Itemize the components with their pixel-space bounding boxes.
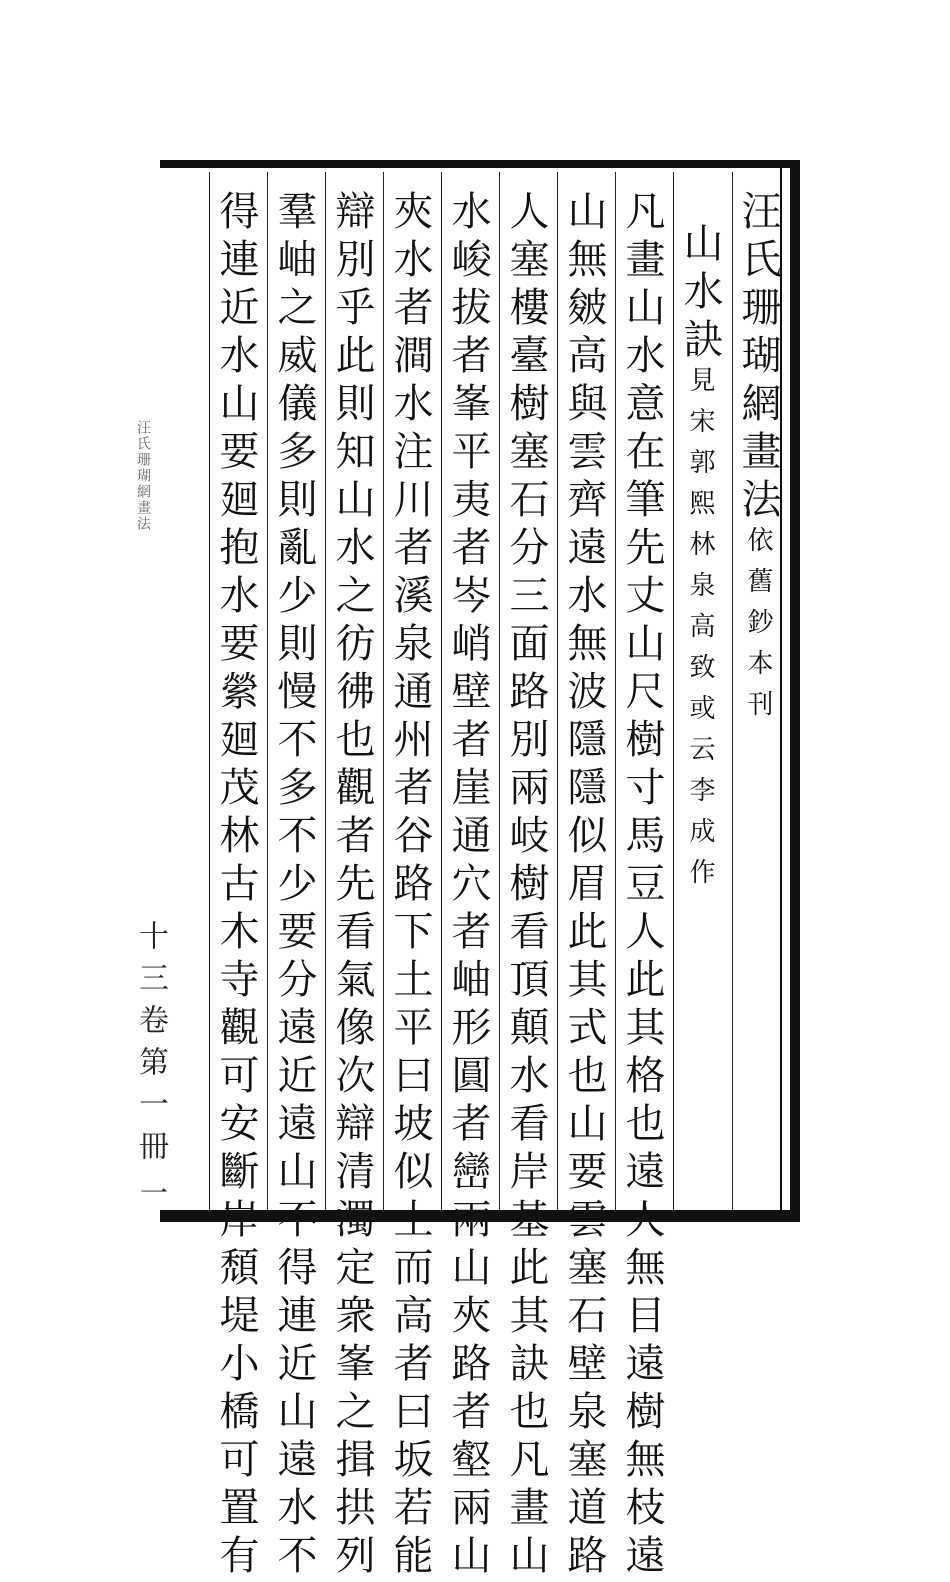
gutter-text: 汪氏珊瑚網畫法 bbox=[135, 420, 151, 532]
column-divider bbox=[557, 172, 558, 1212]
book-title-note: 依舊鈔本刊 bbox=[743, 526, 773, 731]
text-column: 辯別乎此則知山水之彷彿也觀者先看氣像次辯清濁定衆峯之揖拱列 bbox=[329, 190, 375, 1582]
book-title-column bbox=[735, 190, 781, 731]
section-title: 山水訣 bbox=[677, 222, 723, 366]
column-divider bbox=[673, 172, 674, 1212]
text-column: 夾水者澗水注川者溪泉通州者谷路下土平曰坡似土而高者曰坂若能 bbox=[387, 190, 433, 1582]
text-column: 羣岫之威儀多則亂少則慢不多不少要分遠近遠山不得連近山遠水不 bbox=[271, 190, 317, 1582]
margin-page-label: 十三卷第一冊 bbox=[133, 920, 168, 1172]
column-divider bbox=[732, 172, 733, 1212]
section-note: 見宋郭熙林泉高致或云李成作 bbox=[685, 366, 715, 899]
column-divider bbox=[209, 172, 210, 1212]
top-border-rule bbox=[160, 160, 800, 168]
column-divider bbox=[499, 172, 500, 1212]
column-divider bbox=[615, 172, 616, 1212]
text-column: 凡畫山水意在筆先丈山尺樹寸馬豆人此其格也遠人無目遠樹無枝遠 bbox=[619, 190, 665, 1582]
section-title-column bbox=[677, 222, 723, 899]
page-frame bbox=[160, 160, 800, 1582]
column-divider bbox=[383, 172, 384, 1212]
right-border-rule bbox=[790, 160, 800, 1222]
book-title: 汪氏珊瑚網畫法 bbox=[735, 190, 781, 526]
text-column: 得連近水山要廻抱水要縈廻茂林古木寺觀可安斷岸頹堤小橋可置有 bbox=[213, 190, 259, 1582]
text-column: 山無皴高與雲齊遠水無波隱隱似眉此其式也山要雲塞石壁泉塞道路 bbox=[561, 190, 607, 1582]
text-column: 人塞樓臺樹塞石分三面路別兩岐樹看頂顛水看岸基此其訣也凡畫山 bbox=[503, 190, 549, 1582]
column-divider bbox=[267, 172, 268, 1212]
column-divider bbox=[441, 172, 442, 1212]
margin-page-mark: 一 bbox=[136, 1178, 169, 1206]
text-column: 水峻拔者峯平夷者岑峭壁者崖通穴者岫形圓者巒兩山夾路者壑兩山 bbox=[445, 190, 491, 1582]
column-divider bbox=[325, 172, 326, 1212]
